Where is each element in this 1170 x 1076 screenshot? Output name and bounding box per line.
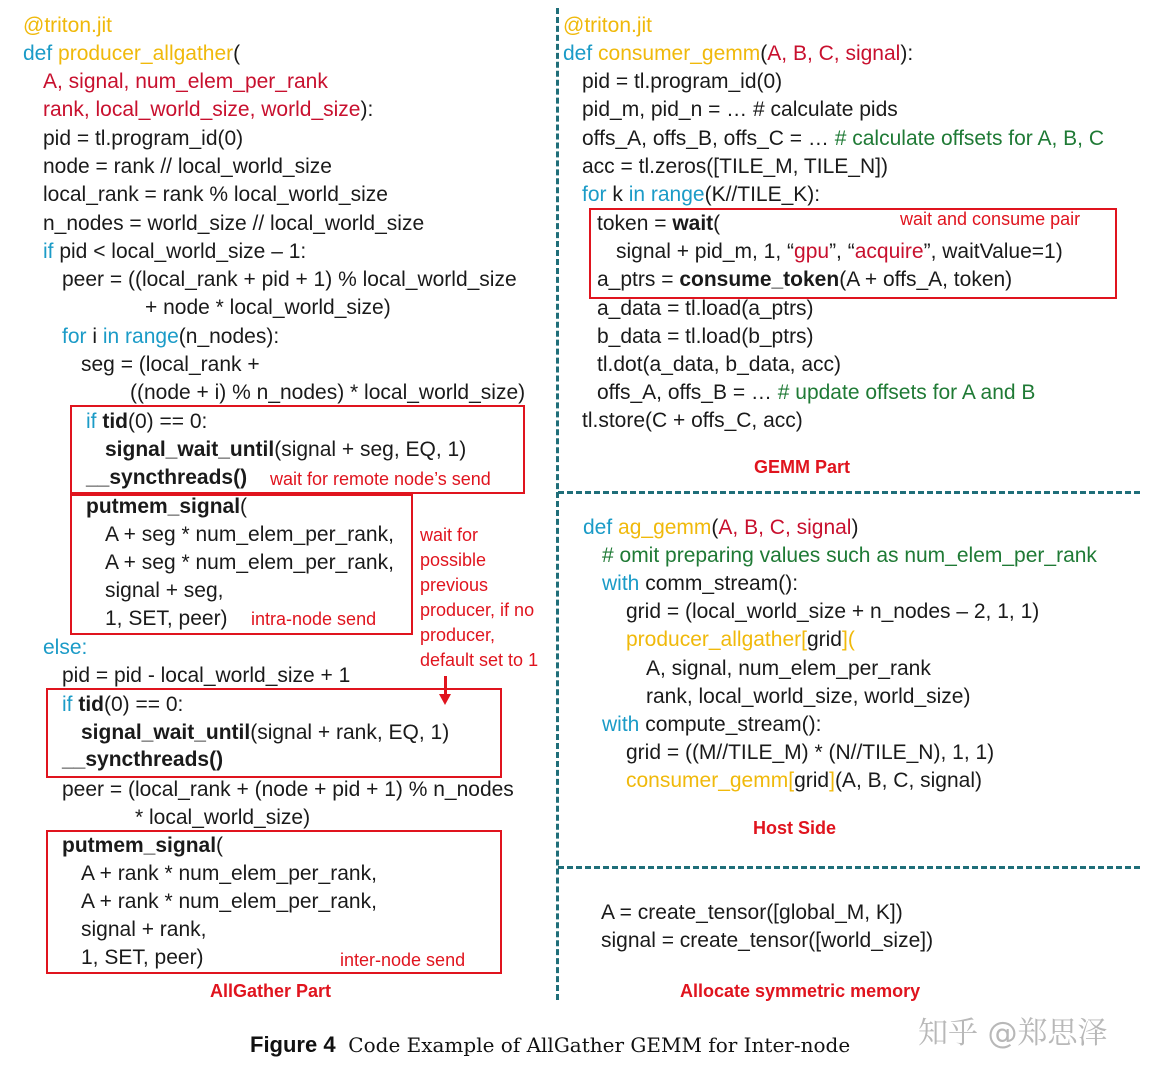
if-tid-line — [62, 691, 183, 719]
tid: tid — [72, 693, 104, 716]
comment: # calculate pids — [753, 98, 898, 121]
code-line: tl.store(C + offs_C, acc) — [582, 409, 803, 432]
def-keyword: def — [23, 42, 59, 65]
condition: pid < local_world_size – 1: — [53, 240, 307, 263]
annotation-wait-remote: wait for remote node’s send — [270, 469, 491, 489]
if-line — [43, 238, 306, 266]
code-line: b_data = tl.load(b_ptrs) — [597, 325, 814, 348]
function-name: producer_allgather — [58, 42, 234, 65]
code-line: acc = tl.zeros([TILE_M, TILE_N]) — [582, 155, 888, 178]
code-line — [582, 96, 898, 124]
figure-caption — [250, 1032, 850, 1058]
fn: signal_wait_until — [105, 438, 275, 461]
vertical-divider — [556, 8, 559, 1000]
with-compute-line — [602, 711, 821, 739]
putmem-line — [62, 832, 223, 860]
figure-number: Figure 4 — [250, 1032, 336, 1057]
code-line: A + rank * num_elem_per_rank, — [81, 890, 377, 913]
with-keyword: with — [602, 572, 640, 595]
string: acquire — [854, 240, 924, 263]
paren: ( — [711, 516, 719, 539]
code: grid — [794, 769, 830, 792]
comment-line: # omit preparing values such as num_elem_per_rank — [602, 544, 1097, 567]
fn: signal_wait_until — [81, 721, 251, 744]
for-line — [62, 323, 279, 351]
function-name: consumer_gemm — [598, 42, 761, 65]
params-line-2 — [43, 96, 373, 124]
code-line: rank, local_world_size, world_size) — [646, 685, 971, 708]
code-line: ((node + i) % n_nodes) * local_world_size) — [130, 381, 526, 404]
code-line: 1, SET, peer) — [81, 946, 204, 969]
code-line: 1, SET, peer) — [105, 607, 228, 630]
signal-wait-line — [81, 719, 449, 747]
in-keyword: in — [628, 183, 646, 206]
args: (K//TILE_K): — [704, 183, 821, 206]
paren: ( — [216, 834, 224, 857]
horizontal-divider-host-alloc — [558, 866, 1140, 869]
params: rank, local_world_size, world_size — [43, 98, 361, 121]
code-line: node = rank // local_world_size — [43, 155, 332, 178]
section-label-allgather: AllGather Part — [210, 981, 332, 1001]
function-name: ag_gemm — [618, 516, 712, 539]
range-keyword: range — [645, 183, 705, 206]
decorator: @triton.jit — [23, 14, 113, 37]
annotation-wait-consume: wait and consume pair — [900, 209, 1081, 229]
bracket: ] — [829, 769, 835, 792]
params: A, B, C, signal — [718, 516, 852, 539]
code-line: n_nodes = world_size // local_world_size — [43, 212, 425, 235]
putmem-line — [86, 493, 247, 521]
note-line: possible — [420, 550, 487, 570]
params-line-1: A, signal, num_elem_per_rank — [43, 70, 328, 93]
code-line: grid = ((M//TILE_M) * (N//TILE_N), 1, 1) — [626, 741, 995, 764]
section-label-alloc: Allocate symmetric memory — [680, 981, 921, 1001]
code: ”, “ — [829, 240, 855, 263]
code-line: tl.dot(a_data, b_data, acc) — [597, 353, 841, 376]
code: compute_stream(): — [639, 713, 822, 736]
paren: ): — [360, 98, 374, 121]
fn: wait — [672, 212, 714, 235]
note-line: producer, — [420, 625, 496, 645]
code: token = — [597, 212, 673, 235]
code-line: a_data = tl.load(a_ptrs) — [597, 297, 814, 320]
cond: (0) == 0: — [104, 693, 184, 716]
code-line: peer = (local_rank + (node + pid + 1) % n_nodes — [62, 778, 514, 801]
string: gpu — [794, 240, 830, 263]
with-comm-line — [602, 570, 798, 598]
code: a_ptrs = — [597, 268, 680, 291]
code-line: A + seg * num_elem_per_rank, — [105, 551, 394, 574]
if-keyword: if — [62, 693, 73, 716]
code-line: pid = tl.program_id(0) — [582, 70, 783, 93]
for-keyword: for — [582, 183, 607, 206]
signal-wait-line — [105, 436, 466, 464]
code-line: grid = (local_world_size + n_nodes – 2, 1, 1) — [626, 600, 1040, 623]
for-keyword: for — [62, 325, 87, 348]
note-line: wait for — [420, 525, 479, 545]
code-line: A + seg * num_elem_per_rank, — [105, 523, 394, 546]
note-line: producer, if no — [420, 600, 535, 620]
code-line: * local_world_size) — [135, 806, 311, 829]
args: (n_nodes): — [178, 325, 280, 348]
comment: # update offsets for A and B — [777, 381, 1036, 404]
paren: ( — [760, 42, 768, 65]
function-def — [563, 40, 913, 68]
for-line — [582, 181, 820, 209]
code: offs_A, offs_B = … — [597, 381, 778, 404]
note-line: previous — [420, 575, 489, 595]
code-line: A + rank * num_elem_per_rank, — [81, 862, 377, 885]
horizontal-divider-gemm-host — [558, 491, 1140, 494]
wait-line — [597, 210, 720, 238]
code-line: peer = ((local_rank + pid + 1) % local_world_size — [62, 268, 517, 291]
range-keyword: range — [119, 325, 179, 348]
code-line: signal + seg, — [105, 579, 224, 602]
code-line: + node * local_world_size) — [145, 296, 391, 319]
paren: ): — [900, 42, 914, 65]
code-line: seg = (local_rank + — [81, 353, 260, 376]
paren: ( — [233, 42, 241, 65]
def-keyword: def — [583, 516, 619, 539]
def-keyword: def — [563, 42, 599, 65]
bracket: ]( — [841, 628, 855, 651]
code: ”, waitValue=1) — [923, 240, 1063, 263]
watermark: 知乎 @郑思泽 — [918, 1016, 1108, 1051]
launch-consumer-line — [626, 767, 982, 795]
code: grid — [806, 628, 842, 651]
syncthreads-line: __syncthreads() — [62, 748, 224, 771]
paren: ( — [713, 212, 721, 235]
comment: # calculate offsets for A, B, C — [834, 127, 1104, 150]
section-label-host: Host Side — [753, 818, 837, 838]
code-line — [582, 125, 1104, 153]
fn: consume_token — [679, 268, 840, 291]
section-label-gemm: GEMM Part — [754, 457, 851, 477]
function-def — [23, 40, 240, 68]
code-line: pid = pid - local_world_size + 1 — [62, 664, 351, 687]
var: k — [606, 183, 629, 206]
wait-args-line — [616, 238, 1063, 266]
syncthreads-line: __syncthreads() — [86, 466, 248, 489]
with-keyword: with — [602, 713, 640, 736]
else-keyword: else: — [43, 636, 88, 659]
code-line: signal + rank, — [81, 918, 207, 941]
note-line: default set to 1 — [420, 650, 539, 670]
args: (signal + seg, EQ, 1) — [274, 438, 467, 461]
paren: ) — [851, 516, 859, 539]
function-name: consumer_gemm[ — [626, 769, 795, 792]
code-line — [597, 379, 1035, 407]
function-def — [583, 514, 858, 542]
code: signal + pid_m, 1, “ — [616, 240, 795, 263]
if-tid-line — [86, 408, 207, 436]
tid: tid — [96, 410, 128, 433]
cond: (0) == 0: — [128, 410, 208, 433]
function-name: producer_allgather[ — [626, 628, 807, 651]
code-line: pid = tl.program_id(0) — [43, 127, 244, 150]
code: pid_m, pid_n = … — [582, 98, 754, 121]
decorator: @triton.jit — [563, 14, 653, 37]
consume-line — [597, 266, 1012, 294]
if-keyword: if — [43, 240, 54, 263]
fn: putmem_signal — [62, 834, 217, 857]
code: comm_stream(): — [639, 572, 799, 595]
caption-text: Code Example of AllGather GEMM for Inter-node — [335, 1033, 851, 1057]
params: A, B, C, signal — [767, 42, 901, 65]
args: (signal + rank, EQ, 1) — [250, 721, 450, 744]
code: offs_A, offs_B, offs_C = … — [582, 127, 835, 150]
args: (A + offs_A, token) — [839, 268, 1013, 291]
code-line: A = create_tensor([global_M, K]) — [601, 901, 903, 924]
annotation-inter-node: inter-node send — [340, 950, 466, 970]
in-keyword: in — [102, 325, 120, 348]
code-line: A, signal, num_elem_per_rank — [646, 657, 931, 680]
fn: putmem_signal — [86, 495, 241, 518]
code-line: signal = create_tensor([world_size]) — [601, 929, 934, 952]
args: (A, B, C, signal) — [834, 769, 982, 792]
launch-producer-line — [626, 626, 855, 654]
code-line: local_rank = rank % local_world_size — [43, 183, 388, 206]
annotation-intra-node: intra-node send — [251, 609, 377, 629]
var: i — [86, 325, 103, 348]
if-keyword: if — [86, 410, 97, 433]
paren: ( — [240, 495, 248, 518]
